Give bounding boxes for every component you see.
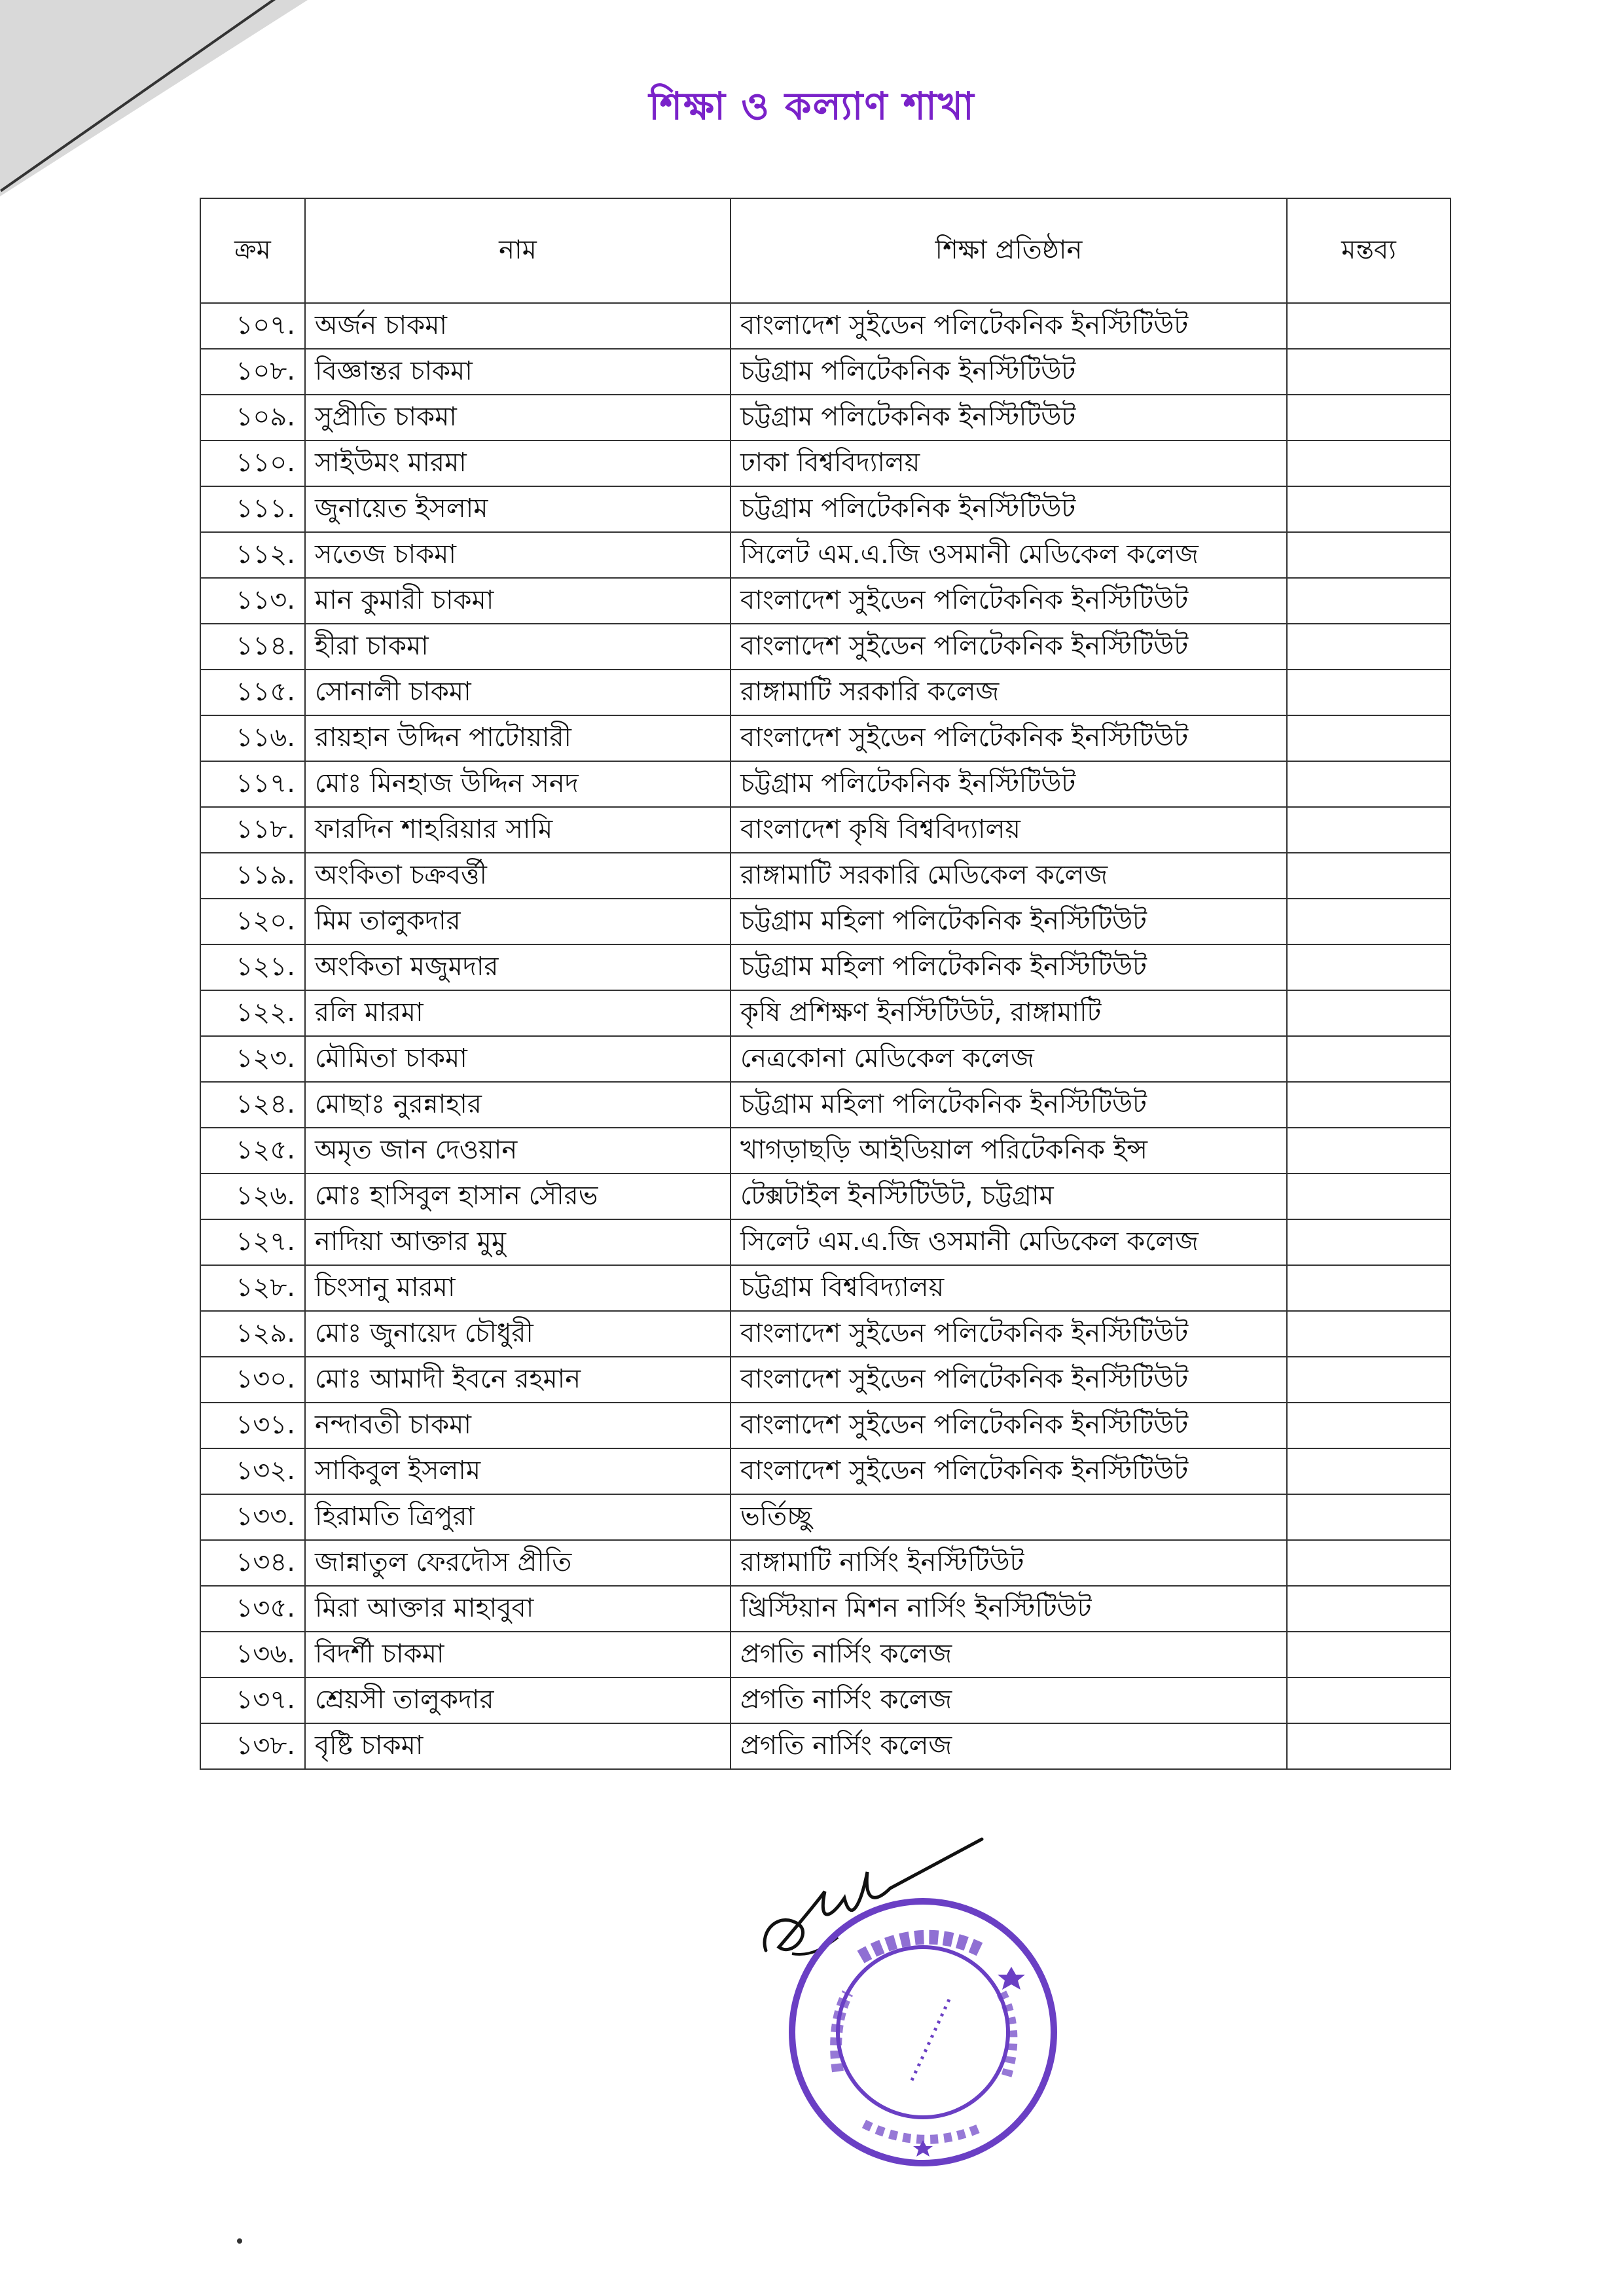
row-remarks xyxy=(1287,532,1451,578)
table-row xyxy=(200,1494,1451,1540)
row-name: মোছাঃ নুরন্নাহার xyxy=(305,1082,731,1128)
row-institution: রাঙ্গামাটি সরকারি কলেজ xyxy=(731,670,1287,715)
table-row xyxy=(200,1723,1451,1769)
table-row xyxy=(200,899,1451,944)
row-serial: ১২৬. xyxy=(200,1174,305,1219)
table-body xyxy=(200,303,1451,1769)
row-remarks xyxy=(1287,1265,1451,1311)
row-serial: ১৩৫. xyxy=(200,1586,305,1632)
row-serial: ১১৫. xyxy=(200,670,305,715)
row-remarks xyxy=(1287,944,1451,990)
row-serial: ১৩২. xyxy=(200,1448,305,1494)
table-row xyxy=(200,349,1451,395)
row-remarks xyxy=(1287,1036,1451,1082)
row-institution: বাংলাদেশ কৃষি বিশ্ববিদ্যালয় xyxy=(731,807,1287,853)
row-remarks xyxy=(1287,853,1451,899)
row-institution: চট্টগ্রাম পলিটেকনিক ইনস্টিটিউট xyxy=(731,395,1287,440)
table-row xyxy=(200,1036,1451,1082)
row-serial: ১৩৬. xyxy=(200,1632,305,1677)
row-name: সাইউমং মারমা xyxy=(305,440,731,486)
table-row xyxy=(200,1677,1451,1723)
table-row xyxy=(200,1632,1451,1677)
table-row xyxy=(200,1403,1451,1448)
row-remarks xyxy=(1287,761,1451,807)
row-remarks xyxy=(1287,1723,1451,1769)
row-name: মোঃ মিনহাজ উদ্দিন সনদ xyxy=(305,761,731,807)
row-name: শ্রেয়সী তালুকদার xyxy=(305,1677,731,1723)
row-name: মোঃ জুনায়েদ চৌধুরী xyxy=(305,1311,731,1357)
row-name: জুনায়েত ইসলাম xyxy=(305,486,731,532)
row-institution: খাগড়াছড়ি আইডিয়াল পরিটেকনিক ইন্স xyxy=(731,1128,1287,1174)
table-row xyxy=(200,761,1451,807)
student-roster-table xyxy=(200,198,1451,1770)
row-remarks xyxy=(1287,670,1451,715)
row-institution: চট্টগ্রাম পলিটেকনিক ইনস্টিটিউট xyxy=(731,486,1287,532)
row-remarks xyxy=(1287,1632,1451,1677)
row-institution: প্রগতি নার্সিং কলেজ xyxy=(731,1677,1287,1723)
table-row xyxy=(200,1128,1451,1174)
row-serial: ১৩৪. xyxy=(200,1540,305,1586)
row-serial: ১২৩. xyxy=(200,1036,305,1082)
row-serial: ১৩০. xyxy=(200,1357,305,1403)
table-row xyxy=(200,715,1451,761)
row-remarks xyxy=(1287,1677,1451,1723)
row-name: নন্দাবতী চাকমা xyxy=(305,1403,731,1448)
row-institution: বাংলাদেশ সুইডেন পলিটেকনিক ইনস্টিটিউট xyxy=(731,578,1287,624)
row-institution: চট্টগ্রাম মহিলা পলিটেকনিক ইনস্টিটিউট xyxy=(731,944,1287,990)
table-row xyxy=(200,853,1451,899)
table-row xyxy=(200,807,1451,853)
row-remarks xyxy=(1287,990,1451,1036)
row-serial: ১১২. xyxy=(200,532,305,578)
table-row xyxy=(200,990,1451,1036)
row-name: মান কুমারী চাকমা xyxy=(305,578,731,624)
row-name: অংকিতা চক্রবর্ত্তী xyxy=(305,853,731,899)
row-institution: বাংলাদেশ সুইডেন পলিটেকনিক ইনস্টিটিউট xyxy=(731,1311,1287,1357)
row-institution: চট্টগ্রাম পলিটেকনিক ইনস্টিটিউট xyxy=(731,349,1287,395)
row-name: সতেজ চাকমা xyxy=(305,532,731,578)
row-institution: প্রগতি নার্সিং কলেজ xyxy=(731,1632,1287,1677)
row-serial: ১২৯. xyxy=(200,1311,305,1357)
row-serial: ১১৬. xyxy=(200,715,305,761)
row-remarks xyxy=(1287,303,1451,349)
page-speck xyxy=(237,2238,242,2244)
row-remarks xyxy=(1287,624,1451,670)
row-serial: ১০৯. xyxy=(200,395,305,440)
row-serial: ১৩৭. xyxy=(200,1677,305,1723)
table-row xyxy=(200,1311,1451,1357)
row-serial: ১১৩. xyxy=(200,578,305,624)
row-institution: রাঙ্গামাটি নার্সিং ইনস্টিটিউট xyxy=(731,1540,1287,1586)
row-serial: ১২৪. xyxy=(200,1082,305,1128)
row-name: হীরা চাকমা xyxy=(305,624,731,670)
header-institution: শিক্ষা প্রতিষ্ঠান xyxy=(731,198,1287,303)
row-serial: ১২৮. xyxy=(200,1265,305,1311)
row-serial: ১০৮. xyxy=(200,349,305,395)
row-name: বিদর্শী চাকমা xyxy=(305,1632,731,1677)
row-remarks xyxy=(1287,1311,1451,1357)
row-institution: সিলেট এম.এ.জি ওসমানী মেডিকেল কলেজ xyxy=(731,1219,1287,1265)
row-serial: ১২৫. xyxy=(200,1128,305,1174)
row-remarks xyxy=(1287,578,1451,624)
row-serial: ১২৭. xyxy=(200,1219,305,1265)
row-name: মৌমিতা চাকমা xyxy=(305,1036,731,1082)
row-remarks xyxy=(1287,1128,1451,1174)
row-institution: চট্টগ্রাম মহিলা পলিটেকনিক ইনস্টিটিউট xyxy=(731,899,1287,944)
row-institution: বাংলাদেশ সুইডেন পলিটেকনিক ইনস্টিটিউট xyxy=(731,303,1287,349)
row-institution: টেক্সটাইল ইনস্টিটিউট, চট্টগ্রাম xyxy=(731,1174,1287,1219)
row-name: ফারদিন শাহরিয়ার সামি xyxy=(305,807,731,853)
table-row xyxy=(200,944,1451,990)
row-institution: বাংলাদেশ সুইডেন পলিটেকনিক ইনস্টিটিউট xyxy=(731,715,1287,761)
row-serial: ১০৭. xyxy=(200,303,305,349)
table-row xyxy=(200,1082,1451,1128)
row-name: অর্জন চাকমা xyxy=(305,303,731,349)
row-name: মিম তালুকদার xyxy=(305,899,731,944)
row-remarks xyxy=(1287,349,1451,395)
table-row xyxy=(200,440,1451,486)
row-serial: ১৩১. xyxy=(200,1403,305,1448)
table-row xyxy=(200,624,1451,670)
row-remarks xyxy=(1287,1448,1451,1494)
row-serial: ১২২. xyxy=(200,990,305,1036)
row-serial: ১১৪. xyxy=(200,624,305,670)
row-remarks xyxy=(1287,1494,1451,1540)
row-name: বিজ্ঞান্তর চাকমা xyxy=(305,349,731,395)
table-header-row xyxy=(200,198,1451,303)
row-name: সোনালী চাকমা xyxy=(305,670,731,715)
row-institution: চট্টগ্রাম পলিটেকনিক ইনস্টিটিউট xyxy=(731,761,1287,807)
row-name: রলি মারমা xyxy=(305,990,731,1036)
row-name: অমৃত জান দেওয়ান xyxy=(305,1128,731,1174)
table-row xyxy=(200,1540,1451,1586)
row-remarks xyxy=(1287,1357,1451,1403)
table-row xyxy=(200,395,1451,440)
row-remarks xyxy=(1287,1403,1451,1448)
row-remarks xyxy=(1287,807,1451,853)
table-row xyxy=(200,670,1451,715)
table-row xyxy=(200,1357,1451,1403)
row-remarks xyxy=(1287,1174,1451,1219)
row-name: হিরামতি ত্রিপুরা xyxy=(305,1494,731,1540)
row-institution: সিলেট এম.এ.জি ওসমানী মেডিকেল কলেজ xyxy=(731,532,1287,578)
row-serial: ১২১. xyxy=(200,944,305,990)
table-row xyxy=(200,578,1451,624)
row-name: অংকিতা মজুমদার xyxy=(305,944,731,990)
row-name: মোঃ আমাদী ইবনে রহমান xyxy=(305,1357,731,1403)
row-institution: রাঙ্গামাটি সরকারি মেডিকেল কলেজ xyxy=(731,853,1287,899)
table-row xyxy=(200,486,1451,532)
row-institution: বাংলাদেশ সুইডেন পলিটেকনিক ইনস্টিটিউট xyxy=(731,1357,1287,1403)
row-remarks xyxy=(1287,715,1451,761)
row-remarks xyxy=(1287,1082,1451,1128)
row-name: সুপ্রীতি চাকমা xyxy=(305,395,731,440)
row-serial: ১১০. xyxy=(200,440,305,486)
header-name: নাম xyxy=(305,198,731,303)
row-serial: ১২০. xyxy=(200,899,305,944)
row-serial: ১১১. xyxy=(200,486,305,532)
row-remarks xyxy=(1287,1540,1451,1586)
row-name: রায়হান উদ্দিন পাটোয়ারী xyxy=(305,715,731,761)
table-row xyxy=(200,1219,1451,1265)
row-institution: ঢাকা বিশ্ববিদ্যালয় xyxy=(731,440,1287,486)
row-serial: ১১৯. xyxy=(200,853,305,899)
row-institution: বাংলাদেশ সুইডেন পলিটেকনিক ইনস্টিটিউট xyxy=(731,624,1287,670)
row-name: নাদিয়া আক্তার মুমু xyxy=(305,1219,731,1265)
row-remarks xyxy=(1287,395,1451,440)
row-institution: ভর্তিচ্ছু xyxy=(731,1494,1287,1540)
row-remarks xyxy=(1287,1586,1451,1632)
row-remarks xyxy=(1287,486,1451,532)
row-name: চিংসানু মারমা xyxy=(305,1265,731,1311)
row-remarks xyxy=(1287,899,1451,944)
row-serial: ১১৭. xyxy=(200,761,305,807)
table-row xyxy=(200,1448,1451,1494)
table-row xyxy=(200,1265,1451,1311)
row-institution: বাংলাদেশ সুইডেন পলিটেকনিক ইনস্টিটিউট xyxy=(731,1403,1287,1448)
header-remarks: মন্তব্য xyxy=(1287,198,1451,303)
table-row xyxy=(200,532,1451,578)
section-heading: শিক্ষা ও কল্যাণ শাখা xyxy=(649,84,975,128)
header-serial: ক্রম xyxy=(200,198,305,303)
row-serial: ১১৮. xyxy=(200,807,305,853)
table-row xyxy=(200,1586,1451,1632)
row-serial: ১৩৮. xyxy=(200,1723,305,1769)
row-name: সাকিবুল ইসলাম xyxy=(305,1448,731,1494)
row-name: জান্নাতুল ফেরদৌস প্রীতি xyxy=(305,1540,731,1586)
row-institution: বাংলাদেশ সুইডেন পলিটেকনিক ইনস্টিটিউট xyxy=(731,1448,1287,1494)
table-row xyxy=(200,1174,1451,1219)
row-remarks xyxy=(1287,440,1451,486)
row-institution: চট্টগ্রাম বিশ্ববিদ্যালয় xyxy=(731,1265,1287,1311)
office-seal-stamp xyxy=(785,1895,1060,2170)
row-institution: কৃষি প্রশিক্ষণ ইনস্টিটিউট, রাঙ্গামাটি xyxy=(731,990,1287,1036)
row-institution: খ্রিস্টিয়ান মিশন নার্সিং ইনস্টিটিউট xyxy=(731,1586,1287,1632)
table-row xyxy=(200,303,1451,349)
row-institution: নেত্রকোনা মেডিকেল কলেজ xyxy=(731,1036,1287,1082)
row-name: বৃষ্টি চাকমা xyxy=(305,1723,731,1769)
row-institution: প্রগতি নার্সিং কলেজ xyxy=(731,1723,1287,1769)
row-name: মিরা আক্তার মাহাবুবা xyxy=(305,1586,731,1632)
row-institution: চট্টগ্রাম মহিলা পলিটেকনিক ইনস্টিটিউট xyxy=(731,1082,1287,1128)
row-name: মোঃ হাসিবুল হাসান সৌরভ xyxy=(305,1174,731,1219)
row-serial: ১৩৩. xyxy=(200,1494,305,1540)
row-remarks xyxy=(1287,1219,1451,1265)
